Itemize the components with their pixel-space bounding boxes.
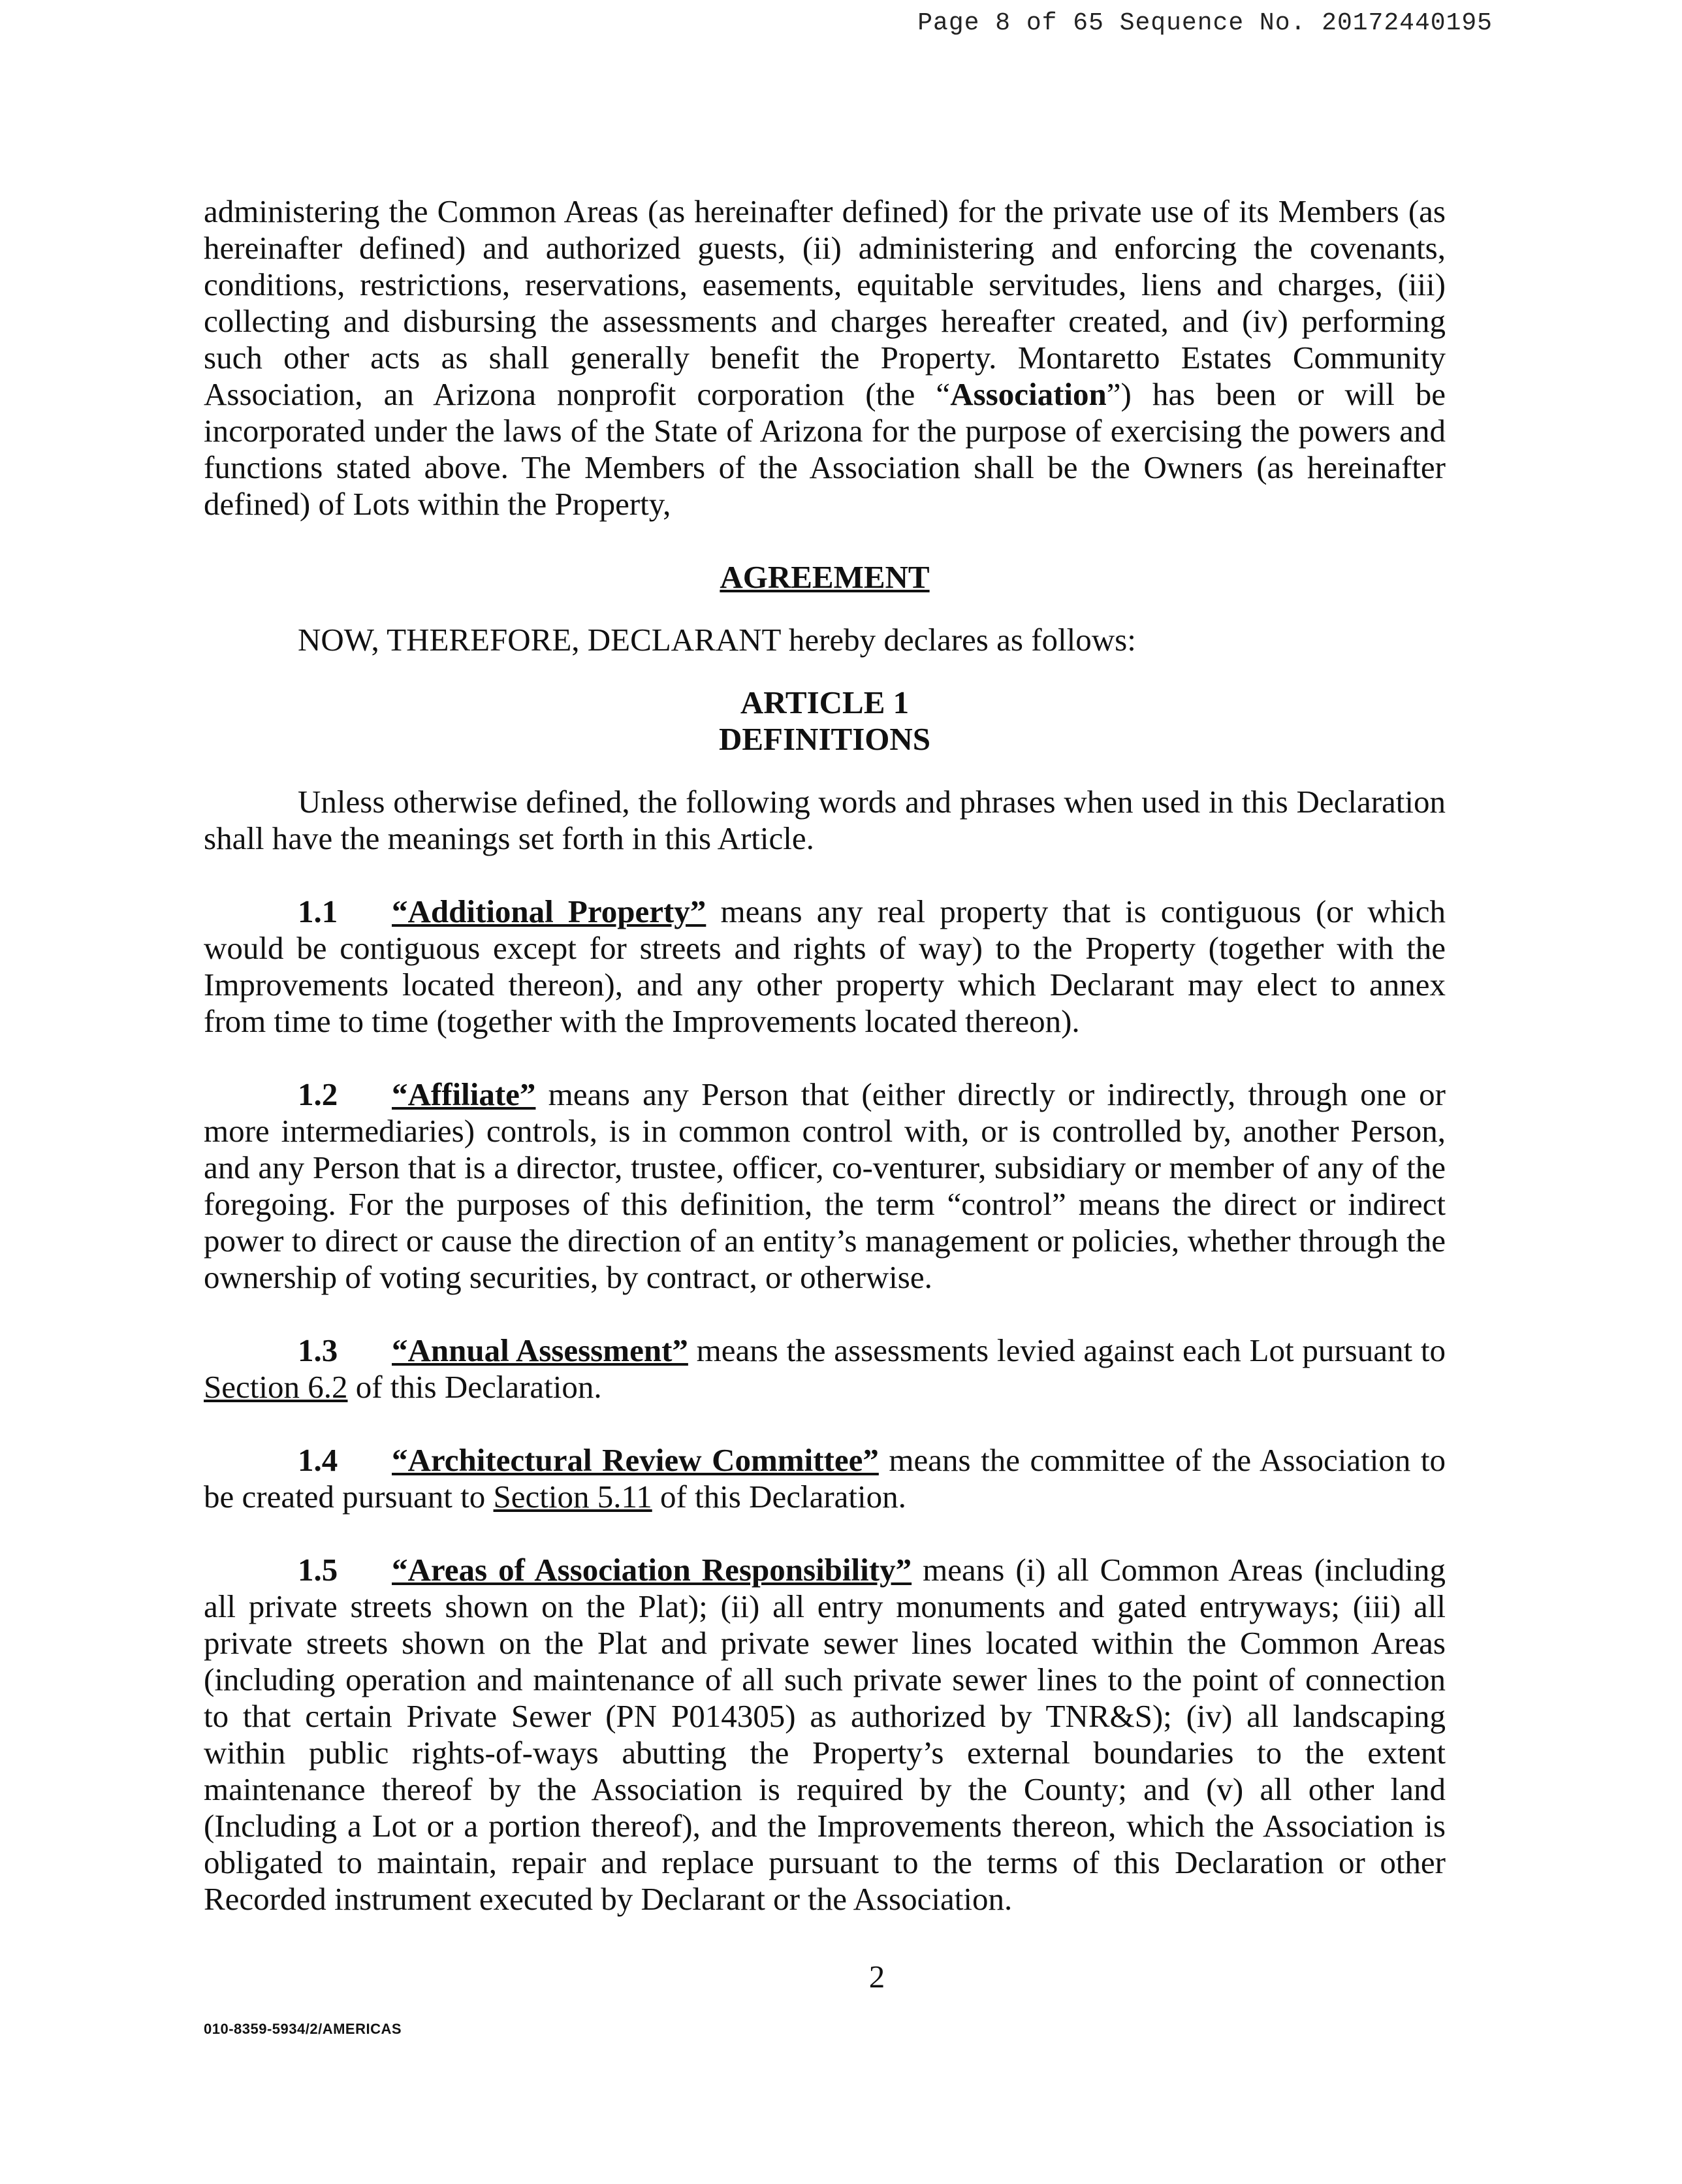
section-number: 1.3 — [298, 1332, 338, 1368]
definition-text: means any real property that is contiguous (or which would be contiguous except for streets and rights of way) to the Property (together with the Improvements located thereon), and any other property which Declarant may elect to annex from time to time (together with the Improvements located thereon). — [204, 893, 1446, 1039]
definition-text: means any Person that (either directly or indirectly, through one or more intermediaries) controls, is in common control with, or is controlled by, another Person, and any Person that is a director, trustee, officer, co-venturer, subsidiary or member of any of the foregoing. For the purposes of this definition, the term “control” means the direct or indirect power to direct or cause the direction of an entity’s management or policies, whether through the ownership of voting securities, by contract, or otherwise. — [204, 1076, 1446, 1295]
definition-text-after: of this Declaration. — [347, 1369, 602, 1405]
defined-term: “Areas of Association Responsibility” — [392, 1552, 912, 1588]
definition-text: means the assessments levied against each Lot pursuant to — [688, 1332, 1446, 1368]
article-heading — [204, 684, 1446, 758]
agreement-heading: AGREEMENT — [720, 559, 930, 595]
recitals-paragraph — [204, 193, 1446, 522]
definition-text: means the committee of the Association to be created pursuant to — [204, 1442, 1446, 1515]
recitals-text-b: ”) has been or will be incorporated under the laws of the State of Arizona for the purpose of exercising the powers and functions stated above. The Members of the Association shall be the Owners (as hereinafter defined) of Lots within the Property, — [204, 376, 1446, 522]
definition-1-5 — [204, 1552, 1446, 1918]
defined-term: “Additional Property” — [392, 893, 706, 929]
page-sequence-header: Page 8 of 65 Sequence No. 20172440195 — [917, 9, 1493, 37]
definition-text: means (i) all Common Areas (including all private streets shown on the Plat); (ii) all entry monuments and gated entryways; (iii) all private streets shown on the Plat and private sewer lines located within the Common Areas (including operation and maintenance of all such private sewer lines to the point of connection to that certain Private Sewer (PN P014305) as authorized by TNR&S); (iv) all landscaping within public rights-of-ways abutting the Property’s external boundaries to the extent maintenance thereof by the Association is required by the County; and (v) all other land (Including a Lot or a portion thereof), and the Improvements thereon, which the Association is obligated to maintain, repair and replace pursuant to the terms of this Declaration or other Recorded instrument executed by Declarant or the Association. — [204, 1552, 1446, 1917]
page-number: 2 — [868, 1959, 885, 1995]
document-body — [204, 193, 1446, 1918]
section-number: 1.5 — [298, 1552, 338, 1588]
section-reference: Section 5.11 — [493, 1479, 652, 1515]
definition-1-2 — [204, 1076, 1446, 1296]
section-number: 1.1 — [298, 893, 338, 929]
definition-1-4 — [204, 1442, 1446, 1515]
association-defined-term: Association — [950, 376, 1107, 412]
definition-1-1 — [204, 893, 1446, 1040]
defined-term: “Architectural Review Committee” — [392, 1442, 879, 1478]
section-number: 1.4 — [298, 1442, 338, 1478]
defined-term: “Annual Assessment” — [392, 1332, 688, 1368]
article-number: ARTICLE 1 — [740, 684, 910, 720]
section-reference: Section 6.2 — [204, 1369, 348, 1405]
definition-text-after: of this Declaration. — [652, 1479, 906, 1515]
document-code: 010-8359-5934/2/AMERICAS — [204, 2021, 402, 2037]
section-number: 1.2 — [298, 1076, 338, 1112]
recitals-text-a: administering the Common Areas (as hereinafter defined) for the private use of its Members (as hereinafter defined) and authorized guests, (ii) administering and enforcing the covenants, conditions, restrictions, reservations, easements, equitable servitudes, liens and charges, (iii) collecting and disbursing the assessments and charges hereafter created, and (iv) performing such other acts as shall generally benefit the Property. Montaretto Estates Community Association, an Arizona nonprofit corporation (the “ — [204, 193, 1446, 412]
article-intro: Unless otherwise defined, the following words and phrases when used in this Declaration shall have the meanings set forth in this Article. — [204, 784, 1446, 856]
agreement-intro: NOW, THEREFORE, DECLARANT hereby declares as follows: — [298, 622, 1136, 658]
definition-1-3 — [204, 1332, 1446, 1405]
article-title: DEFINITIONS — [718, 721, 931, 757]
defined-term: “Affiliate” — [392, 1076, 536, 1112]
